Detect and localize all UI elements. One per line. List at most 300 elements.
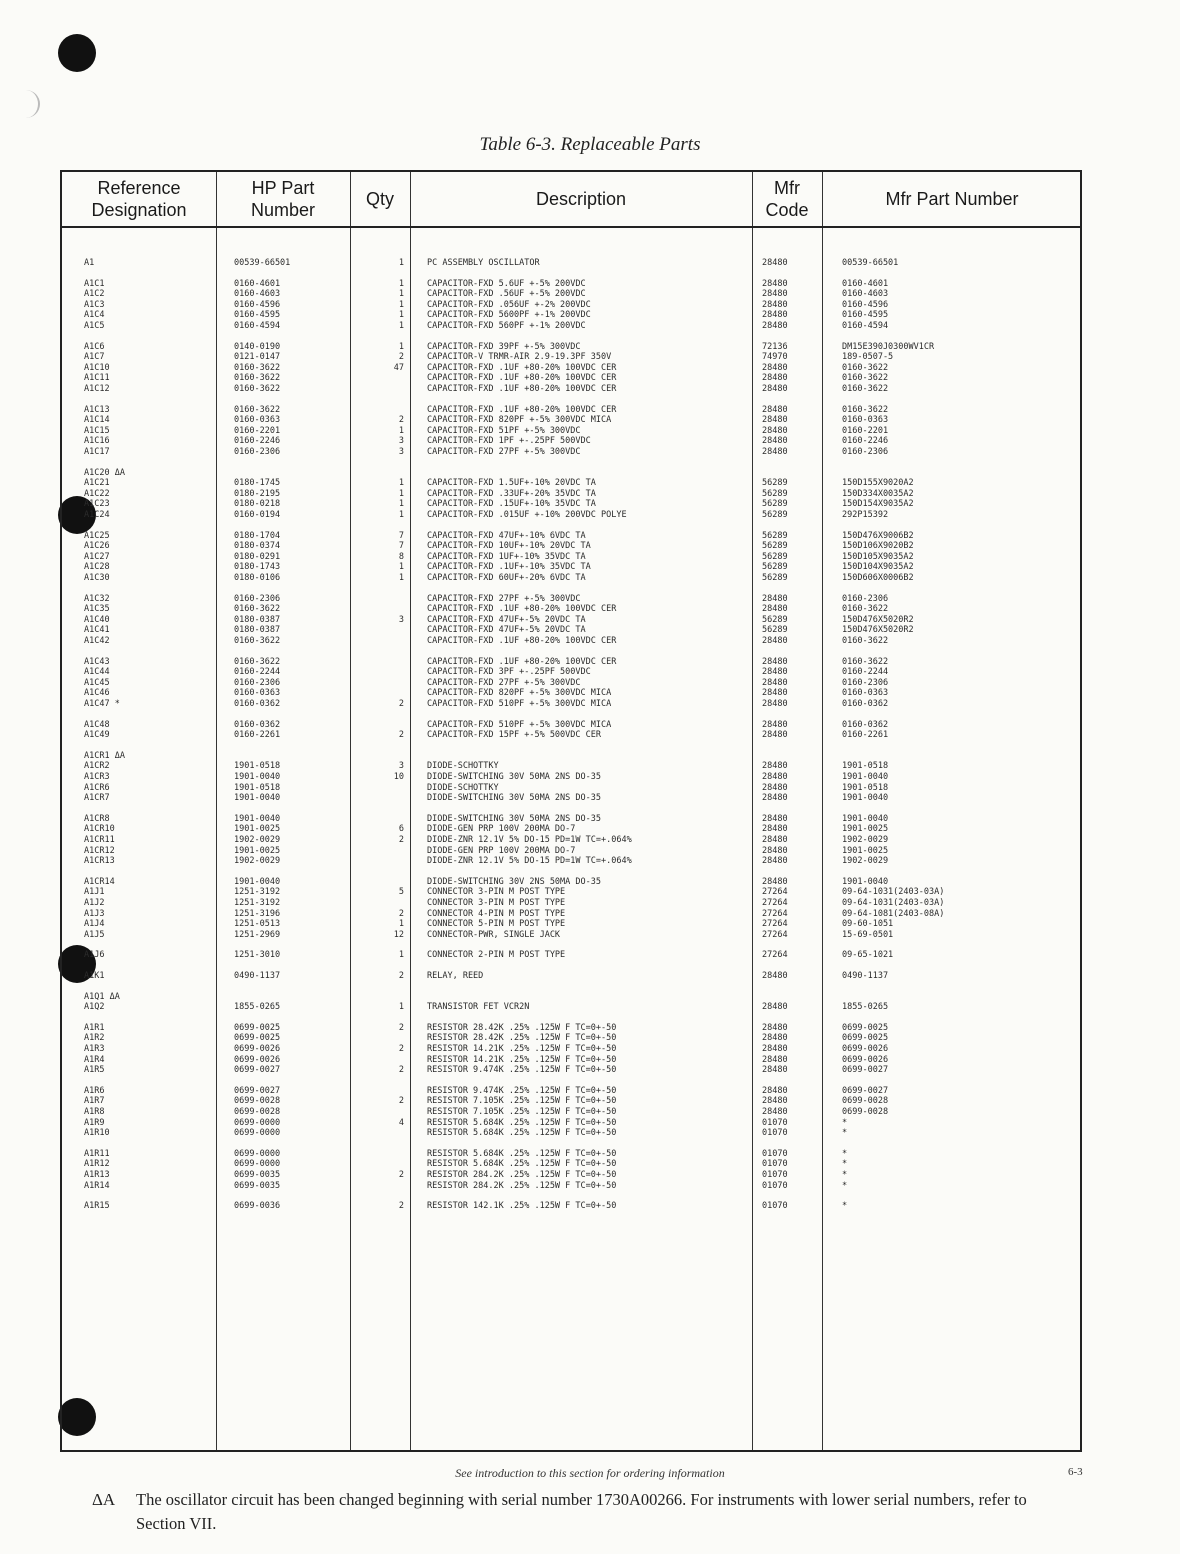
table-row	[62, 730, 1080, 740]
mfr-part-cell: 0160-0362	[842, 719, 889, 730]
mfr-part-cell: 189-0507-5	[842, 352, 894, 363]
table-row	[62, 1044, 1080, 1054]
mfr-code-cell: 28480	[762, 1054, 788, 1065]
qty-cell: 2	[398, 730, 404, 741]
qty-cell: 10	[393, 772, 404, 782]
hp-part-cell: 0699-0028	[234, 1096, 281, 1107]
qty-cell: 1	[398, 573, 404, 583]
ref-cell: A1C46	[84, 688, 110, 699]
table-row	[62, 1149, 1080, 1159]
hp-part-cell: 0160-2244	[234, 667, 281, 678]
mfr-code-cell: 56289	[762, 573, 788, 583]
mfr-part-cell: 0699-0026	[842, 1054, 889, 1065]
mfr-part-cell: 0160-2244	[842, 667, 889, 678]
ref-cell: A1C17	[84, 447, 110, 457]
hp-part-cell: 1901-0025	[234, 845, 281, 856]
mfr-code-cell: 28480	[762, 1096, 788, 1107]
table-caption: Table 6-3. Replaceable Parts	[479, 134, 701, 155]
hp-part-cell: 0180-0387	[234, 625, 281, 636]
ref-cell: A1C11	[84, 373, 110, 384]
mfr-code-cell: 28480	[762, 782, 788, 793]
hp-part-cell: 0160-4594	[234, 321, 281, 331]
hp-part-cell: 0160-3622	[234, 656, 281, 667]
qty-cell: 2	[398, 699, 404, 709]
hp-part-cell: 0160-3622	[234, 604, 281, 615]
description-cell: CAPACITOR-FXD .056UF +-2% 200VDC	[427, 299, 591, 310]
ref-cell: A1CR6	[84, 782, 110, 793]
margin-mark	[18, 90, 40, 118]
hp-part-cell: 0180-0374	[234, 541, 281, 552]
ref-cell: A1CR10	[84, 824, 115, 835]
hp-part-cell: 0180-1745	[234, 478, 281, 489]
table-row	[62, 856, 1080, 866]
table-row	[62, 1159, 1080, 1169]
table-row	[62, 688, 1080, 698]
qty-cell: 1	[398, 299, 404, 310]
mfr-code-cell: 28480	[762, 1107, 788, 1117]
qty-cell: 1	[398, 258, 404, 268]
hp-part-cell: 0160-2261	[234, 730, 281, 741]
ref-cell: A1J6	[84, 950, 105, 961]
mfr-code-cell: 56289	[762, 625, 788, 636]
mfr-part-cell: 150D606X0006B2	[842, 573, 914, 583]
table-row	[62, 992, 1080, 1002]
table-row	[62, 405, 1080, 415]
hp-part-cell: 1901-0040	[234, 772, 281, 782]
ref-cell: A1C15	[84, 425, 110, 436]
qty-cell: 4	[398, 1117, 404, 1128]
qty-cell: 1	[398, 1002, 404, 1013]
mfr-code-cell: 01070	[762, 1117, 788, 1128]
mfr-part-cell: 0699-0027	[842, 1085, 889, 1096]
description-cell: RESISTOR 28.42K .25% .125W F TC=0+-50	[427, 1022, 617, 1033]
ref-cell: A1CR11	[84, 835, 115, 845]
mfr-code-cell: 28480	[762, 278, 788, 289]
ref-cell: A1R12	[84, 1159, 110, 1170]
ref-cell: A1R8	[84, 1107, 105, 1117]
mfr-part-cell: 0160-4594	[842, 321, 889, 331]
mfr-part-cell: 150D105X9035A2	[842, 551, 914, 562]
mfr-part-cell: 1901-0040	[842, 813, 889, 824]
description-cell: RESISTOR 14.21K .25% .125W F TC=0+-50	[427, 1044, 617, 1054]
hp-part-cell: 0699-0000	[234, 1148, 281, 1159]
mfr-code-cell: 28480	[762, 824, 788, 835]
description-cell: RESISTOR 7.105K .25% .125W F TC=0+-50	[427, 1107, 617, 1117]
description-cell: RESISTOR 5.684K .25% .125W F TC=0+-50	[427, 1148, 617, 1159]
description-cell: DIODE-SWITCHING 30V 50MA 2NS DO-35	[427, 813, 601, 824]
mfr-part-cell: 1901-0025	[842, 845, 889, 856]
mfr-code-cell: 01070	[762, 1159, 788, 1170]
qty-cell: 8	[398, 551, 404, 562]
qty-cell: 1	[398, 341, 404, 352]
hp-part-cell: 0160-0362	[234, 699, 281, 709]
ref-cell: A1R4	[84, 1054, 105, 1065]
description-cell: CAPACITOR-FXD 10UF+-10% 20VDC TA	[427, 541, 591, 552]
ref-cell: A1C21	[84, 478, 110, 489]
table-row	[62, 573, 1080, 583]
description-cell: TRANSISTOR FET VCR2N	[427, 1002, 530, 1013]
table-row	[62, 541, 1080, 551]
ref-cell: A1Q1 ΔA	[84, 991, 120, 1002]
hp-part-cell: 0140-0190	[234, 341, 281, 352]
description-cell: PC ASSEMBLY OSCILLATOR	[427, 258, 540, 268]
mfr-part-cell: DM15E390J0300WV1CR	[842, 341, 935, 352]
qty-cell: 1	[398, 562, 404, 573]
description-cell: CAPACITOR-FXD 1.5UF+-10% 20VDC TA	[427, 478, 596, 489]
mfr-code-cell: 28480	[762, 604, 788, 615]
table-row	[62, 877, 1080, 887]
hp-part-cell: 00539-66501	[234, 258, 291, 268]
ref-cell: A1C4	[84, 310, 105, 321]
qty-cell: 2	[398, 835, 404, 845]
hp-part-cell: 0699-0026	[234, 1044, 281, 1054]
hp-part-cell: 0160-3622	[234, 373, 281, 384]
description-cell: DIODE-GEN PRP 100V 200MA DO-7	[427, 824, 576, 835]
mfr-part-cell: 150D476X9006B2	[842, 530, 914, 541]
mfr-code-cell: 28480	[762, 299, 788, 310]
description-cell: CAPACITOR-FXD .1UF +80-20% 100VDC CER	[427, 604, 617, 615]
table-row	[62, 1065, 1080, 1075]
table-row	[62, 1181, 1080, 1191]
mfr-part-cell: 1901-0040	[842, 793, 889, 804]
description-cell: CAPACITOR-FXD 1UF+-10% 35VDC TA	[427, 551, 586, 562]
qty-cell: 1	[398, 919, 404, 930]
mfr-part-cell: 1901-0040	[842, 772, 889, 782]
mfr-part-cell: 0160-2306	[842, 677, 889, 688]
mfr-part-cell: *	[842, 1159, 848, 1170]
description-cell: CONNECTOR-PWR, SINGLE JACK	[427, 929, 561, 940]
ref-cell: A1CR3	[84, 772, 110, 782]
mfr-part-cell: 0160-4595	[842, 310, 889, 321]
mfr-part-cell: 0160-3622	[842, 373, 889, 384]
qty-cell: 3	[398, 761, 404, 772]
table-row	[62, 562, 1080, 572]
mfr-part-cell: 09-65-1021	[842, 950, 894, 961]
ref-cell: A1J1	[84, 887, 105, 898]
description-cell: CAPACITOR-FXD 27PF +-5% 300VDC	[427, 447, 581, 457]
hp-part-cell: 0160-4596	[234, 299, 281, 310]
qty-cell: 1	[398, 950, 404, 961]
hp-part-cell: 0699-0035	[234, 1180, 281, 1191]
hp-part-cell: 0160-2306	[234, 447, 281, 457]
mfr-code-cell: 28480	[762, 1085, 788, 1096]
ref-cell: A1C35	[84, 604, 110, 615]
mfr-code-cell: 28480	[762, 362, 788, 373]
mfr-code-cell: 28480	[762, 593, 788, 604]
description-cell: RESISTOR 284.2K .25% .125W F TC=0+-50	[427, 1180, 617, 1191]
mfr-code-cell: 28480	[762, 656, 788, 667]
hp-part-cell: 1901-0025	[234, 824, 281, 835]
ref-cell: A1CR14	[84, 876, 115, 887]
ref-cell: A1J5	[84, 929, 105, 940]
hp-part-cell: 0160-3622	[234, 404, 281, 415]
table-row	[62, 321, 1080, 331]
mfr-code-cell: 28480	[762, 636, 788, 646]
mfr-code-cell: 56289	[762, 510, 788, 520]
page-number: 6-3	[1068, 1466, 1083, 1478]
ref-cell: A1C14	[84, 415, 110, 426]
description-cell: CAPACITOR-FXD .1UF +80-20% 100VDC CER	[427, 404, 617, 415]
ref-cell: A1R2	[84, 1033, 105, 1044]
ref-cell: A1R1	[84, 1022, 105, 1033]
qty-cell: 1	[398, 488, 404, 499]
hp-part-cell: 0121-0147	[234, 352, 281, 363]
mfr-code-cell: 27264	[762, 908, 788, 919]
ref-cell: A1CR2	[84, 761, 110, 772]
mfr-code-cell: 28480	[762, 258, 788, 268]
qty-cell: 1	[398, 278, 404, 289]
ref-cell: A1J4	[84, 919, 105, 930]
hp-part-cell: 0180-0387	[234, 614, 281, 625]
mfr-part-cell: 0160-2306	[842, 593, 889, 604]
qty-cell: 2	[398, 971, 404, 981]
table-row	[62, 258, 1080, 268]
ref-cell: A1C5	[84, 321, 105, 331]
hp-part-cell: 0490-1137	[234, 971, 281, 981]
table-row	[62, 699, 1080, 709]
mfr-part-cell: 150D476X5020R2	[842, 625, 914, 636]
ref-cell: A1C41	[84, 625, 110, 636]
table-row	[62, 615, 1080, 625]
mfr-code-cell: 56289	[762, 530, 788, 541]
hp-part-cell: 0160-3622	[234, 362, 281, 373]
qty-cell: 1	[398, 425, 404, 436]
ref-cell: A1C40	[84, 614, 110, 625]
table-row	[62, 531, 1080, 541]
table-row	[62, 909, 1080, 919]
ref-cell: A1R14	[84, 1180, 110, 1191]
table-row	[62, 352, 1080, 362]
description-cell: RESISTOR 5.684K .25% .125W F TC=0+-50	[427, 1117, 617, 1128]
table-row	[62, 499, 1080, 509]
table-row	[62, 898, 1080, 908]
mfr-code-cell: 27264	[762, 919, 788, 930]
qty-cell: 3	[398, 614, 404, 625]
description-cell: RESISTOR 5.684K .25% .125W F TC=0+-50	[427, 1128, 617, 1139]
table-row	[62, 468, 1080, 478]
table-row	[62, 835, 1080, 845]
qty-cell: 2	[398, 415, 404, 426]
table-row	[62, 1002, 1080, 1012]
hp-part-cell: 0160-4601	[234, 278, 281, 289]
mfr-part-cell: 0160-3622	[842, 656, 889, 667]
description-cell: CAPACITOR-FXD 39PF +-5% 300VDC	[427, 341, 581, 352]
table-row	[62, 342, 1080, 352]
ref-cell: A1C44	[84, 667, 110, 678]
mfr-part-cell: 15-69-0501	[842, 929, 894, 940]
ref-cell: A1C6	[84, 341, 105, 352]
mfr-code-cell: 56289	[762, 551, 788, 562]
table-row	[62, 625, 1080, 635]
mfr-code-cell: 28480	[762, 1022, 788, 1033]
table-row	[62, 1128, 1080, 1138]
ref-cell: A1CR8	[84, 813, 110, 824]
mfr-part-cell: 1855-0265	[842, 1002, 889, 1013]
qty-cell: 3	[398, 447, 404, 457]
hp-part-cell: 0699-0000	[234, 1117, 281, 1128]
table-row	[62, 950, 1080, 960]
table-row	[62, 415, 1080, 425]
mfr-code-cell: 56289	[762, 614, 788, 625]
mfr-code-cell: 28480	[762, 321, 788, 331]
description-cell: RESISTOR 284.2K .25% .125W F TC=0+-50	[427, 1170, 617, 1180]
ref-cell: A1R11	[84, 1148, 110, 1159]
description-cell: CONNECTOR 5-PIN M POST TYPE	[427, 919, 566, 930]
description-cell: CAPACITOR-FXD .1UF +80-20% 100VDC CER	[427, 384, 617, 394]
description-cell: CAPACITOR-FXD 27PF +-5% 300VDC	[427, 593, 581, 604]
mfr-code-cell: 28480	[762, 845, 788, 856]
table-row	[62, 426, 1080, 436]
table-row	[62, 919, 1080, 929]
mfr-code-cell: 27264	[762, 898, 788, 908]
ref-cell: A1R13	[84, 1170, 110, 1180]
hp-part-cell: 1251-0513	[234, 919, 281, 930]
description-cell: DIODE-SWITCHING 30V 50MA 2NS DO-35	[427, 772, 601, 782]
ref-cell: A1K1	[84, 971, 105, 981]
mfr-part-cell: 09-64-1081(2403-08A)	[842, 908, 945, 919]
hp-part-cell: 1901-0518	[234, 782, 281, 793]
mfr-code-cell: 28480	[762, 835, 788, 845]
description-cell: CAPACITOR-FXD .15UF+-10% 35VDC TA	[427, 499, 596, 510]
ref-cell: A1R9	[84, 1117, 105, 1128]
hp-part-cell: 0160-3622	[234, 384, 281, 394]
mfr-part-cell: 0160-3622	[842, 362, 889, 373]
qty-cell: 2	[398, 1201, 404, 1212]
mfr-code-cell: 74970	[762, 352, 788, 363]
mfr-part-cell: 0160-3622	[842, 384, 889, 394]
ref-cell: A1CR7	[84, 793, 110, 804]
description-cell: CAPACITOR-FXD 5.6UF +-5% 200VDC	[427, 278, 586, 289]
qty-cell: 1	[398, 310, 404, 321]
table-row	[62, 1033, 1080, 1043]
ref-cell: A1CR12	[84, 845, 115, 856]
table-row	[62, 930, 1080, 940]
hp-part-cell: 1251-3192	[234, 898, 281, 908]
mfr-part-cell: 0699-0027	[842, 1065, 889, 1076]
ref-cell: A1R15	[84, 1201, 110, 1212]
description-cell: CAPACITOR-FXD 47UF+-5% 20VDC TA	[427, 625, 586, 636]
mfr-code-cell: 28480	[762, 373, 788, 384]
mfr-code-cell: 56289	[762, 488, 788, 499]
mfr-code-cell: 01070	[762, 1148, 788, 1159]
table-row	[62, 594, 1080, 604]
mfr-code-cell: 56289	[762, 562, 788, 573]
hp-part-cell: 0180-0218	[234, 499, 281, 510]
table-row	[62, 1055, 1080, 1065]
hp-part-cell: 1251-3192	[234, 887, 281, 898]
description-cell: DIODE-SWITCHING 30V 50MA 2NS DO-35	[427, 793, 601, 804]
mfr-code-cell: 28480	[762, 730, 788, 741]
table-row	[62, 300, 1080, 310]
table-row	[62, 478, 1080, 488]
mfr-part-cell: 0699-0028	[842, 1107, 889, 1117]
table-row	[62, 636, 1080, 646]
description-cell: CAPACITOR-FXD 560PF +-1% 200VDC	[427, 321, 586, 331]
mfr-code-cell: 28480	[762, 793, 788, 804]
ref-cell: A1C2	[84, 289, 105, 300]
hp-part-cell: 0180-1704	[234, 530, 281, 541]
hp-part-cell: 0699-0000	[234, 1159, 281, 1170]
qty-cell: 1	[398, 478, 404, 489]
hp-part-cell: 0160-0362	[234, 719, 281, 730]
table-row	[62, 761, 1080, 771]
mfr-code-cell: 56289	[762, 478, 788, 489]
description-cell: DIODE-SWITCHING 30V 2NS 50MA DO-35	[427, 876, 601, 887]
table-row	[62, 846, 1080, 856]
mfr-part-cell: 0160-4601	[842, 278, 889, 289]
ref-cell: A1J3	[84, 908, 105, 919]
hp-part-cell: 1251-3196	[234, 908, 281, 919]
mfr-code-cell: 28480	[762, 719, 788, 730]
mfr-code-cell: 28480	[762, 384, 788, 394]
mfr-part-cell: 0160-3622	[842, 604, 889, 615]
table-row	[62, 657, 1080, 667]
ref-cell: A1R7	[84, 1096, 105, 1107]
ref-cell: A1C20 ΔA	[84, 467, 125, 478]
punch-hole-top	[58, 34, 96, 72]
qty-cell: 1	[398, 510, 404, 520]
mfr-code-cell: 28480	[762, 310, 788, 321]
table-row	[62, 793, 1080, 803]
header-qty: Qty	[365, 189, 394, 209]
mfr-part-cell: *	[842, 1180, 848, 1191]
mfr-code-cell: 56289	[762, 541, 788, 552]
header-mfr-part-number: Mfr Part Number	[885, 189, 1019, 209]
mfr-part-cell: 1901-0518	[842, 782, 889, 793]
ref-cell: A1C45	[84, 677, 110, 688]
ref-cell: A1C22	[84, 488, 110, 499]
table-row	[62, 667, 1080, 677]
ref-cell: A1C42	[84, 636, 110, 646]
mfr-code-cell: 28480	[762, 761, 788, 772]
hp-part-cell: 1251-2969	[234, 929, 281, 940]
hp-part-cell: 1902-0029	[234, 856, 281, 867]
qty-cell: 3	[398, 436, 404, 447]
ref-cell: A1CR1 ΔA	[84, 750, 125, 761]
mfr-part-cell: 150D334X0035A2	[842, 488, 914, 499]
header-mfr-code: Mfr Code	[765, 178, 809, 220]
mfr-code-cell: 28480	[762, 772, 788, 782]
mfr-code-cell: 28480	[762, 813, 788, 824]
description-cell: CONNECTOR 3-PIN M POST TYPE	[427, 887, 566, 898]
hp-part-cell: 0180-1743	[234, 562, 281, 573]
description-cell: CONNECTOR 2-PIN M POST TYPE	[427, 950, 566, 961]
hp-part-cell: 0160-2306	[234, 677, 281, 688]
hp-part-cell: 0160-0363	[234, 688, 281, 699]
mfr-code-cell: 28480	[762, 667, 788, 678]
mfr-part-cell: 0160-0363	[842, 415, 889, 426]
mfr-part-cell: 150D106X9020B2	[842, 541, 914, 552]
table-row	[62, 887, 1080, 897]
mfr-part-cell: 0160-2246	[842, 436, 889, 447]
mfr-code-cell: 28480	[762, 876, 788, 887]
ref-cell: A1C49	[84, 730, 110, 741]
hp-part-cell: 1902-0029	[234, 835, 281, 845]
table-row	[62, 1107, 1080, 1117]
mfr-part-cell: 0160-0363	[842, 688, 889, 699]
hp-part-cell: 0160-4595	[234, 310, 281, 321]
mfr-code-cell: 28480	[762, 415, 788, 426]
qty-cell: 7	[398, 541, 404, 552]
table-row	[62, 1170, 1080, 1180]
qty-cell: 2	[398, 1044, 404, 1054]
table-row	[62, 824, 1080, 834]
hp-part-cell: 1855-0265	[234, 1002, 281, 1013]
mfr-part-cell: 0699-0028	[842, 1096, 889, 1107]
table-row	[62, 971, 1080, 981]
qty-cell: 7	[398, 530, 404, 541]
mfr-part-cell: 0699-0025	[842, 1033, 889, 1044]
